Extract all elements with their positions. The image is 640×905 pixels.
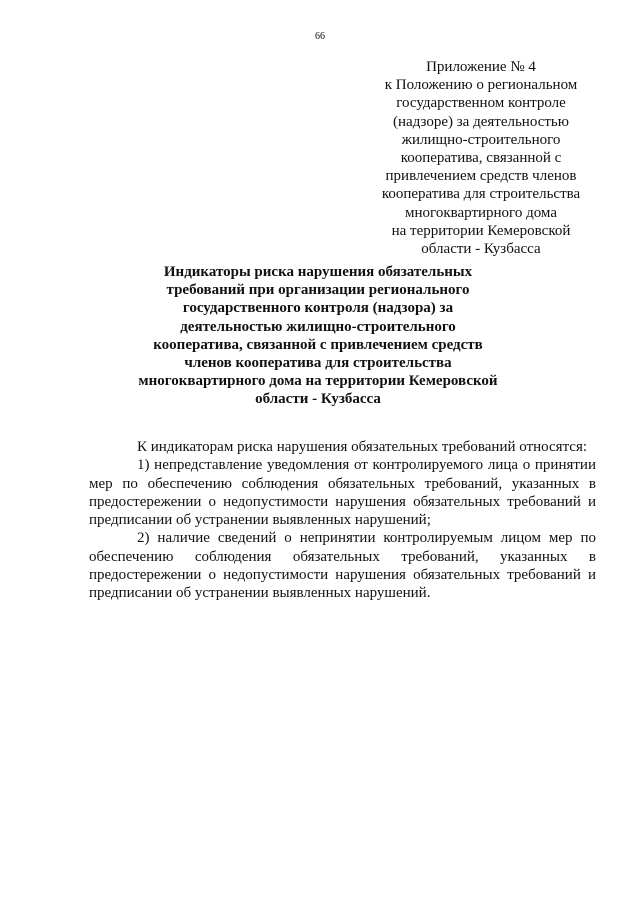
list-item-2: 2) наличие сведений о непринятии контролируемым лицом мер по обеспечению соблюдения обязательных требований, указанных в предостережении о недопустимости нарушения обязательных требований и предписании об устранении выявленных нарушений.: [89, 530, 596, 602]
title-line: государственного контроля (надзора) за: [182, 300, 454, 317]
appendix-line: государственном контроле: [396, 95, 566, 112]
title-line: членов кооператива для строительства: [184, 355, 452, 372]
title-line: кооператива, связанной с привлечением средств: [153, 336, 483, 353]
appendix-line: многоквартирного дома: [405, 204, 557, 221]
document-title: [116, 263, 520, 409]
list-item-1: 1) непредставление уведомления от контролируемого лица о принятии мер по обеспечению соблюдения обязательных требований, указанных в предостережении о недопустимости нарушения обязательных требований и предписании об устранении выявленных нарушений;: [89, 457, 596, 529]
appendix-line: области - Кузбасса: [421, 241, 541, 258]
title-line: многоквартирного дома на территории Кемеровской: [138, 373, 498, 390]
appendix-line: жилищно-строительного: [401, 131, 561, 148]
appendix-line: кооператива для строительства: [381, 186, 581, 203]
appendix-line: на территории Кемеровской: [391, 222, 571, 239]
title-line: области - Кузбасса: [255, 391, 381, 408]
title-line: Индикаторы риска нарушения обязательных: [163, 264, 473, 280]
title-line: требований при организации регионального: [166, 282, 470, 299]
appendix-line: привлечением средств членов: [385, 168, 577, 185]
appendix-line: к Положению о региональном: [384, 77, 578, 94]
appendix-line: Приложение № 4: [426, 59, 536, 75]
appendix-header: [356, 58, 606, 258]
appendix-line: кооператива, связанной с: [400, 150, 562, 167]
title-line: деятельностью жилищно-строительного: [180, 318, 456, 335]
appendix-line: (надзоре) за деятельностью: [393, 113, 569, 130]
document-body: [89, 438, 596, 603]
intro-paragraph: К индикаторам риска нарушения обязательных требований относятся:: [137, 439, 588, 455]
page-number: 66: [315, 31, 325, 42]
